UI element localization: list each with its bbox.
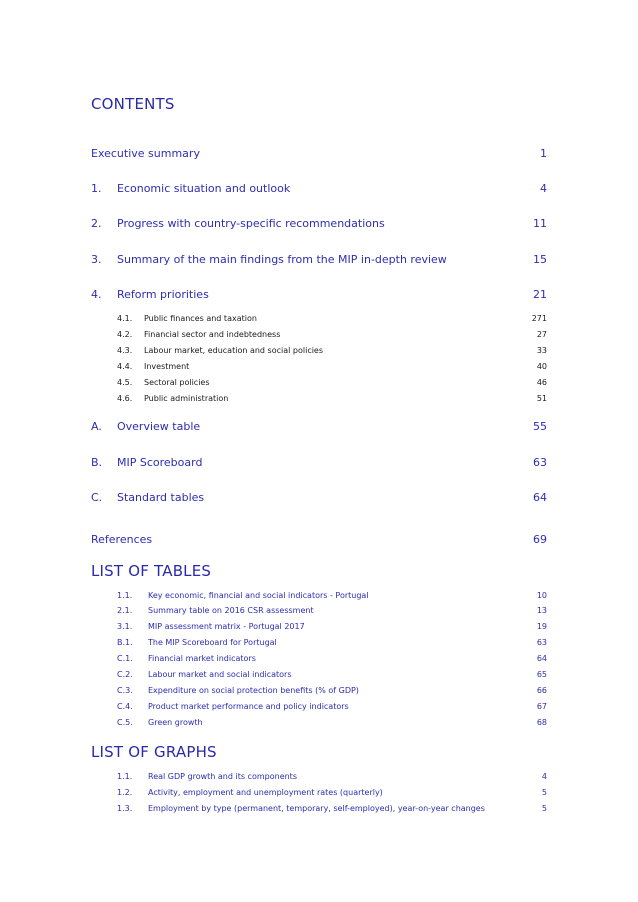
toc-entry-title: Executive summary: [91, 147, 200, 160]
toc-subentry-number: 4.3.: [117, 346, 133, 355]
toc-entry-number: 2.: [91, 217, 102, 230]
table-list-number: 1.1.: [117, 591, 133, 600]
toc-subentry-page: 27: [536, 330, 547, 339]
toc-entry[interactable]: [91, 491, 547, 504]
toc-subentry-number: 4.1.: [117, 314, 133, 323]
tables-heading: LIST OF TABLES: [91, 562, 212, 580]
table-list-page: 19: [536, 622, 547, 631]
toc-subentry-title: Public administration: [144, 394, 229, 403]
table-list-number: C.3.: [117, 686, 133, 695]
graph-list-page: 5: [541, 804, 547, 813]
toc-subentry-title: Labour market, education and social policies: [144, 346, 324, 355]
graph-list-page: 5: [541, 788, 547, 797]
toc-entry[interactable]: [91, 420, 547, 433]
table-list-page: 64: [536, 654, 547, 663]
table-list-number: 3.1.: [117, 622, 133, 631]
toc-entry-title: Economic situation and outlook: [117, 182, 291, 195]
toc-entry-number: 4.: [91, 288, 102, 301]
toc-entry[interactable]: [91, 533, 547, 546]
graph-list-entry[interactable]: [117, 772, 547, 781]
toc-subentry[interactable]: [117, 330, 547, 339]
toc-subentry-title: Public finances and taxation: [144, 314, 257, 323]
toc-entry[interactable]: [91, 182, 547, 195]
toc-entry-number: 3.: [91, 253, 102, 266]
graph-list-number: 1.1.: [117, 772, 133, 781]
table-list-number: B.1.: [117, 638, 133, 647]
toc-entry-title: Standard tables: [117, 491, 205, 504]
graph-list-entry[interactable]: [117, 788, 547, 797]
graphs-heading: LIST OF GRAPHS: [91, 743, 217, 761]
table-list-title: Product market performance and policy indicators: [148, 702, 349, 711]
table-list-entry[interactable]: [117, 670, 547, 679]
table-list-title: Green growth: [148, 718, 203, 727]
toc-entry-page: 63: [533, 456, 547, 469]
table-list-entry[interactable]: [117, 622, 547, 631]
table-list-number: C.5.: [117, 718, 133, 727]
table-list-entry[interactable]: [117, 718, 547, 727]
toc-subentry-number: 4.2.: [117, 330, 133, 339]
toc-entry-number: C.: [91, 491, 103, 504]
toc-entry-title: Overview table: [117, 420, 201, 433]
toc-entry-title: Summary of the main findings from the MIP in-depth review: [117, 253, 447, 266]
table-list-title: Expenditure on social protection benefits (% of GDP): [148, 686, 359, 695]
toc-entry-page: 55: [533, 420, 547, 433]
graph-list-page: 4: [541, 772, 547, 781]
graph-list-title: Activity, employment and unemployment rates (quarterly): [148, 788, 383, 797]
table-list-entry[interactable]: [117, 638, 547, 647]
table-list-title: Summary table on 2016 CSR assessment: [148, 606, 314, 615]
toc-entry-number: 1.: [91, 182, 102, 195]
toc-subentry-page: 33: [536, 346, 547, 355]
toc-subentry-page: 46: [536, 378, 547, 387]
toc-subentry-page: 40: [536, 362, 547, 371]
toc-subentry[interactable]: [117, 362, 547, 371]
toc-subentry-title: Investment: [144, 362, 190, 371]
toc-entry-page: 11: [533, 217, 547, 230]
toc-entry[interactable]: [91, 147, 547, 160]
graph-list-title: Real GDP growth and its components: [148, 772, 297, 781]
table-list-page: 67: [536, 702, 547, 711]
contents-heading: CONTENTS: [91, 95, 175, 113]
toc-entry[interactable]: [91, 217, 547, 230]
toc-subentry-page: 51: [536, 394, 547, 403]
table-list-page: 10: [536, 591, 547, 600]
toc-entry-page: 69: [533, 533, 547, 546]
toc-entry-title: References: [91, 533, 153, 546]
table-list-title: Labour market and social indicators: [148, 670, 292, 679]
toc-subentry-number: 4.5.: [117, 378, 133, 387]
toc-subentry-title: Sectoral policies: [144, 378, 210, 387]
toc-subentry-page: 271: [531, 314, 547, 323]
toc-subentry-number: 4.4.: [117, 362, 133, 371]
table-list-entry[interactable]: [117, 686, 547, 695]
toc-subentry[interactable]: [117, 378, 547, 387]
toc-entry[interactable]: [91, 253, 547, 266]
table-list-number: C.4.: [117, 702, 133, 711]
toc-entry[interactable]: [91, 456, 547, 469]
table-list-page: 63: [536, 638, 547, 647]
table-list-page: 13: [536, 606, 547, 615]
toc-entry-number: B.: [91, 456, 103, 469]
graph-list-entry[interactable]: [117, 804, 547, 813]
graph-list-number: 1.2.: [117, 788, 133, 797]
table-list-title: MIP assessment matrix - Portugal 2017: [148, 622, 305, 631]
toc-subentry-title: Financial sector and indebtedness: [144, 330, 281, 339]
table-list-number: C.2.: [117, 670, 133, 679]
graph-list-number: 1.3.: [117, 804, 133, 813]
table-list-entry[interactable]: [117, 606, 547, 615]
table-list-entry[interactable]: [117, 654, 547, 663]
toc-entry[interactable]: [91, 288, 547, 301]
toc-entry-title: Reform priorities: [117, 288, 209, 301]
toc-subentry[interactable]: [117, 314, 547, 323]
table-list-entry[interactable]: [117, 591, 547, 600]
table-list-title: Key economic, financial and social indicators - Portugal: [148, 591, 369, 600]
toc-subentry[interactable]: [117, 346, 547, 355]
toc-entry-page: 15: [533, 253, 547, 266]
toc-entry-page: 4: [540, 182, 547, 195]
toc-entry-page: 64: [533, 491, 547, 504]
table-list-title: Financial market indicators: [148, 654, 256, 663]
table-list-page: 65: [536, 670, 547, 679]
table-list-page: 66: [536, 686, 547, 695]
toc-subentry[interactable]: [117, 394, 547, 403]
toc-entry-title: Progress with country-specific recommendations: [117, 217, 385, 230]
table-list-title: The MIP Scoreboard for Portugal: [148, 638, 277, 647]
toc-entry-page: 1: [540, 147, 547, 160]
toc-entry-page: 21: [533, 288, 547, 301]
table-list-page: 68: [536, 718, 547, 727]
toc-entry-number: A.: [91, 420, 102, 433]
table-list-number: C.1.: [117, 654, 133, 663]
toc-subentry-number: 4.6.: [117, 394, 133, 403]
table-list-number: 2.1.: [117, 606, 133, 615]
table-list-entry[interactable]: [117, 702, 547, 711]
graph-list-title: Employment by type (permanent, temporary, self-employed), year-on-year changes: [148, 804, 485, 813]
toc-entry-title: MIP Scoreboard: [117, 456, 203, 469]
